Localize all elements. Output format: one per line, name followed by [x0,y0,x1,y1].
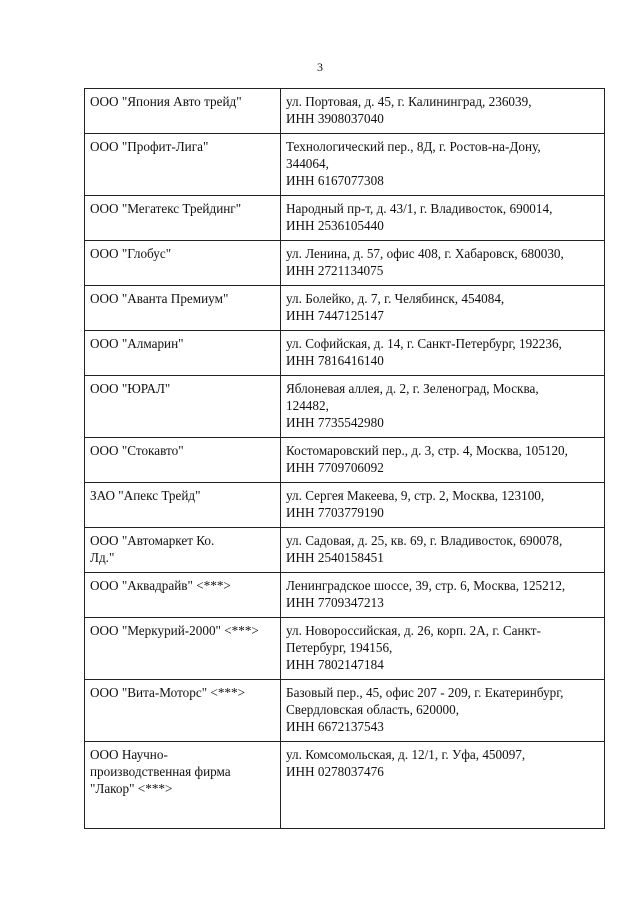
company-address-cell [281,376,605,438]
company-address-cell [281,573,605,618]
table-row [85,286,605,331]
table-row [85,573,605,618]
company-address-cell [281,742,605,829]
company-name-cell [85,573,281,618]
company-name-line: ООО "ЮРАЛ" [90,381,171,396]
company-address-line: ИНН 7447125147 [286,308,384,323]
table-row [85,134,605,196]
company-address-line: ИНН 0278037476 [286,764,384,779]
company-name-line: ООО "Профит-Лига" [90,139,209,154]
company-name-cell [85,134,281,196]
company-name-line: ООО "Мегатекс Трейдинг" [90,201,242,216]
company-address-line: ИНН 3908037040 [286,111,384,126]
company-address-cell [281,438,605,483]
company-address-line: ИНН 7816416140 [286,353,384,368]
company-name-cell [85,89,281,134]
company-address-line: ИНН 7735542980 [286,415,384,430]
table-row [85,483,605,528]
company-name-line: ООО "Вита-Моторс" <***> [90,685,246,700]
company-address-line: ИНН 7703779190 [286,505,384,520]
companies-table [84,88,605,829]
company-address-cell [281,618,605,680]
company-name-line: ООО "Меркурий-2000" <***> [90,623,259,638]
table-row [85,438,605,483]
company-address-cell [281,286,605,331]
company-name-cell [85,618,281,680]
company-address-cell [281,89,605,134]
company-address-line: Петербург, 194156, [286,640,393,655]
company-address-line: Ленинградское шоссе, 39, стр. 6, Москва, 125212, [286,578,566,593]
company-address-line: ИНН 2721134075 [286,263,384,278]
company-name-line: производственная фирма [90,764,231,779]
company-address-cell [281,134,605,196]
company-address-line: ИНН 2540158451 [286,550,384,565]
company-address-cell [281,196,605,241]
company-address-line: ул. Софийская, д. 14, г. Санкт-Петербург, 192236, [286,336,562,351]
company-address-line: ул. Новороссийская, д. 26, корп. 2А, г. Санкт- [286,623,541,638]
company-address-line: Народный пр-т, д. 43/1, г. Владивосток, 690014, [286,201,553,216]
company-address-line: Костомаровский пер., д. 3, стр. 4, Москва, 105120, [286,443,568,458]
company-name-line: ООО "Япония Авто трейд" [90,94,242,109]
company-address-line: ул. Портовая, д. 45, г. Калининград, 236039, [286,94,532,109]
table-row [85,241,605,286]
company-address-line: ул. Комсомольская, д. 12/1, г. Уфа, 450097, [286,747,526,762]
table-row [85,618,605,680]
company-name-line: ООО "Автомаркет Ко. [90,533,215,548]
table-row [85,89,605,134]
company-address-line: Свердловская область, 620000, [286,702,460,717]
table-row [85,331,605,376]
company-name-line: "Лакор" <***> [90,781,173,796]
table-row [85,680,605,742]
companies-table-body [85,89,605,829]
company-name-line: ООО "Аквадрайв" <***> [90,578,231,593]
company-address-line: ИНН 6672137543 [286,719,384,734]
table-row [85,528,605,573]
company-name-cell [85,528,281,573]
company-name-cell [85,331,281,376]
company-address-line: ул. Ленина, д. 57, офис 408, г. Хабаровск, 680030, [286,246,564,261]
company-name-cell [85,286,281,331]
company-name-cell [85,483,281,528]
company-address-cell [281,528,605,573]
company-address-line: ул. Садовая, д. 25, кв. 69, г. Владивосток, 690078, [286,533,563,548]
table-row [85,742,605,829]
company-address-line: ИНН 7709347213 [286,595,384,610]
company-address-line: ул. Сергея Макеева, 9, стр. 2, Москва, 123100, [286,488,545,503]
company-address-line: Технологический пер., 8Д, г. Ростов-на-Дону, [286,139,541,154]
company-name-cell [85,241,281,286]
company-address-line: ИНН 2536105440 [286,218,384,233]
company-address-line: Базовый пер., 45, офис 207 - 209, г. Екатеринбург, [286,685,564,700]
company-name-line: ООО "Стокавто" [90,443,184,458]
company-address-cell [281,483,605,528]
company-name-line: ООО "Алмарин" [90,336,184,351]
company-address-cell [281,331,605,376]
company-name-cell [85,680,281,742]
company-name-line: ООО "Глобус" [90,246,172,261]
company-address-line: ИНН 7802147184 [286,657,384,672]
company-address-line: ИНН 7709706092 [286,460,384,475]
company-address-line: Яблоневая аллея, д. 2, г. Зеленоград, Москва, [286,381,539,396]
company-name-cell [85,742,281,829]
company-address-line: 344064, [286,156,329,171]
page-number: 3 [317,60,323,74]
company-name-cell [85,376,281,438]
company-address-cell [281,680,605,742]
company-name-cell [85,196,281,241]
company-name-cell [85,438,281,483]
company-name-line: ООО "Аванта Премиум" [90,291,229,306]
table-row [85,376,605,438]
company-name-line: ЗАО "Апекс Трейд" [90,488,201,503]
company-address-cell [281,241,605,286]
company-address-line: ИНН 6167077308 [286,173,384,188]
company-name-line: Лд." [90,550,115,565]
company-address-line: ул. Болейко, д. 7, г. Челябинск, 454084, [286,291,505,306]
table-row [85,196,605,241]
company-address-line: 124482, [286,398,329,413]
company-name-line: ООО Научно- [90,747,168,762]
